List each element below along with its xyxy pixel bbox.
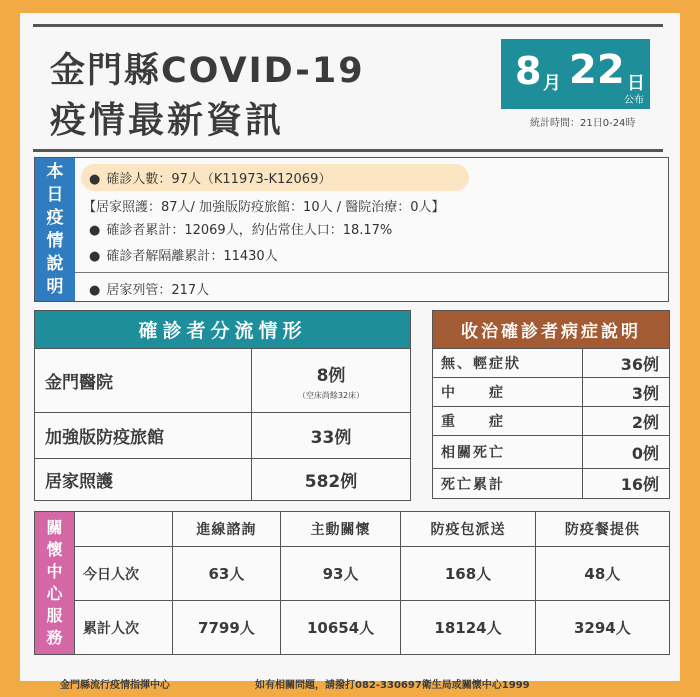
page-title-line1: 金門縣COVID-19 bbox=[50, 51, 365, 91]
home-care-list-line bbox=[89, 279, 209, 298]
released-text: 確診者解隔離累計：11430人 bbox=[106, 249, 278, 264]
cell-value: 48人 bbox=[535, 547, 669, 601]
triage-value: 582例 bbox=[252, 459, 411, 501]
severity-value: 0例 bbox=[583, 436, 670, 469]
triage-label: 加強版防疫旅館 bbox=[35, 413, 252, 459]
severity-value: 36例 bbox=[583, 349, 670, 378]
confirmed-line bbox=[89, 168, 331, 187]
severity-label: 相關死亡 bbox=[433, 436, 583, 469]
care-center-table bbox=[34, 511, 670, 655]
triage-note: （空床尚餘32床） bbox=[297, 390, 365, 400]
triage-label: 居家照護 bbox=[35, 459, 252, 501]
table-row bbox=[433, 349, 670, 378]
severity-label: 中 症 bbox=[433, 378, 583, 407]
table-row bbox=[433, 407, 670, 436]
side-char: 明 bbox=[46, 276, 64, 297]
cell-value: 63人 bbox=[173, 547, 281, 601]
row-label: 今日人次 bbox=[75, 547, 173, 601]
cell-value: 3294人 bbox=[535, 601, 669, 655]
triage-value: 33例 bbox=[252, 413, 411, 459]
date-day: 22 bbox=[569, 47, 625, 93]
cumulative-line bbox=[89, 219, 392, 238]
table-row bbox=[35, 512, 670, 547]
bullet-icon: ● bbox=[89, 172, 101, 187]
severity-label: 重 症 bbox=[433, 407, 583, 436]
home-care-list-text: 居家列管：217人 bbox=[106, 283, 210, 298]
date-month: 8 bbox=[515, 49, 542, 93]
severity-value: 16例 bbox=[583, 469, 670, 499]
cumulative-text: 確診者累計：12069人，約佔常住人口：18.17% bbox=[106, 223, 393, 238]
stat-time: 統計時間：21日0-24時 bbox=[530, 118, 636, 129]
info-divider bbox=[75, 272, 668, 273]
table-row bbox=[35, 413, 411, 459]
bullet-icon: ● bbox=[89, 283, 101, 298]
daily-info-panel bbox=[34, 157, 669, 302]
side-char: 中 bbox=[46, 562, 63, 581]
side-char: 懷 bbox=[46, 540, 63, 559]
top-rule bbox=[33, 24, 663, 27]
triage-value-text: 8例 bbox=[316, 365, 346, 386]
triage-table bbox=[34, 310, 411, 501]
footer-contact: 如有相關問題，請撥打082-330697衛生局或關懷中心1999 bbox=[255, 680, 530, 691]
footer-org: 金門縣流行疫情指揮中心 bbox=[60, 680, 170, 691]
column-header: 進線諮詢 bbox=[173, 512, 281, 547]
severity-table bbox=[432, 310, 670, 499]
severity-value: 3例 bbox=[583, 378, 670, 407]
triage-label: 金門醫院 bbox=[35, 349, 252, 413]
breakdown-line: 【居家照護：87人/ 加強版防疫旅館：10人 / 醫院治療：0人】 bbox=[83, 200, 445, 215]
severity-header: 收治確診者病症說明 bbox=[433, 311, 670, 349]
side-char: 本 bbox=[46, 161, 64, 182]
daily-info-side-label bbox=[35, 158, 75, 301]
released-line bbox=[89, 245, 278, 264]
cell-value: 10654人 bbox=[280, 601, 401, 655]
care-center-side-label bbox=[35, 512, 75, 655]
table-row bbox=[433, 436, 670, 469]
date-day-unit: 日 bbox=[627, 73, 645, 94]
side-char: 情 bbox=[46, 230, 64, 251]
date-published: 公布 bbox=[624, 95, 644, 106]
cell-value: 7799人 bbox=[173, 601, 281, 655]
side-char: 服 bbox=[46, 606, 63, 625]
triage-header: 確診者分流情形 bbox=[35, 311, 411, 349]
table-row bbox=[433, 469, 670, 499]
severity-value: 2例 bbox=[583, 407, 670, 436]
bullet-icon: ● bbox=[89, 249, 101, 264]
confirmed-text: 確診人數：97人（K11973-K12069） bbox=[106, 172, 332, 187]
page-title-line2: 疫情最新資訊 bbox=[50, 100, 285, 141]
side-char: 關 bbox=[46, 518, 63, 537]
table-row bbox=[35, 547, 670, 601]
cell-value: 93人 bbox=[280, 547, 401, 601]
table-row bbox=[35, 349, 411, 413]
column-header: 主動關懷 bbox=[280, 512, 401, 547]
table-row bbox=[433, 378, 670, 407]
column-header: 防疫包派送 bbox=[401, 512, 535, 547]
bullet-icon: ● bbox=[89, 223, 101, 238]
cell-value: 18124人 bbox=[401, 601, 535, 655]
severity-label: 無、輕症狀 bbox=[433, 349, 583, 378]
table-row bbox=[35, 601, 670, 655]
side-char: 疫 bbox=[46, 207, 64, 228]
middle-rule bbox=[33, 149, 663, 152]
row-label: 累計人次 bbox=[75, 601, 173, 655]
side-char: 心 bbox=[46, 584, 63, 603]
side-char: 日 bbox=[46, 184, 64, 205]
corner-cell bbox=[75, 512, 173, 547]
severity-label: 死亡累計 bbox=[433, 469, 583, 499]
side-char: 務 bbox=[46, 628, 63, 647]
triage-value bbox=[252, 349, 411, 413]
side-char: 說 bbox=[46, 253, 64, 274]
cell-value: 168人 bbox=[401, 547, 535, 601]
date-box bbox=[501, 39, 650, 109]
date-month-unit: 月 bbox=[543, 73, 561, 94]
column-header: 防疫餐提供 bbox=[535, 512, 669, 547]
table-row bbox=[35, 459, 411, 501]
